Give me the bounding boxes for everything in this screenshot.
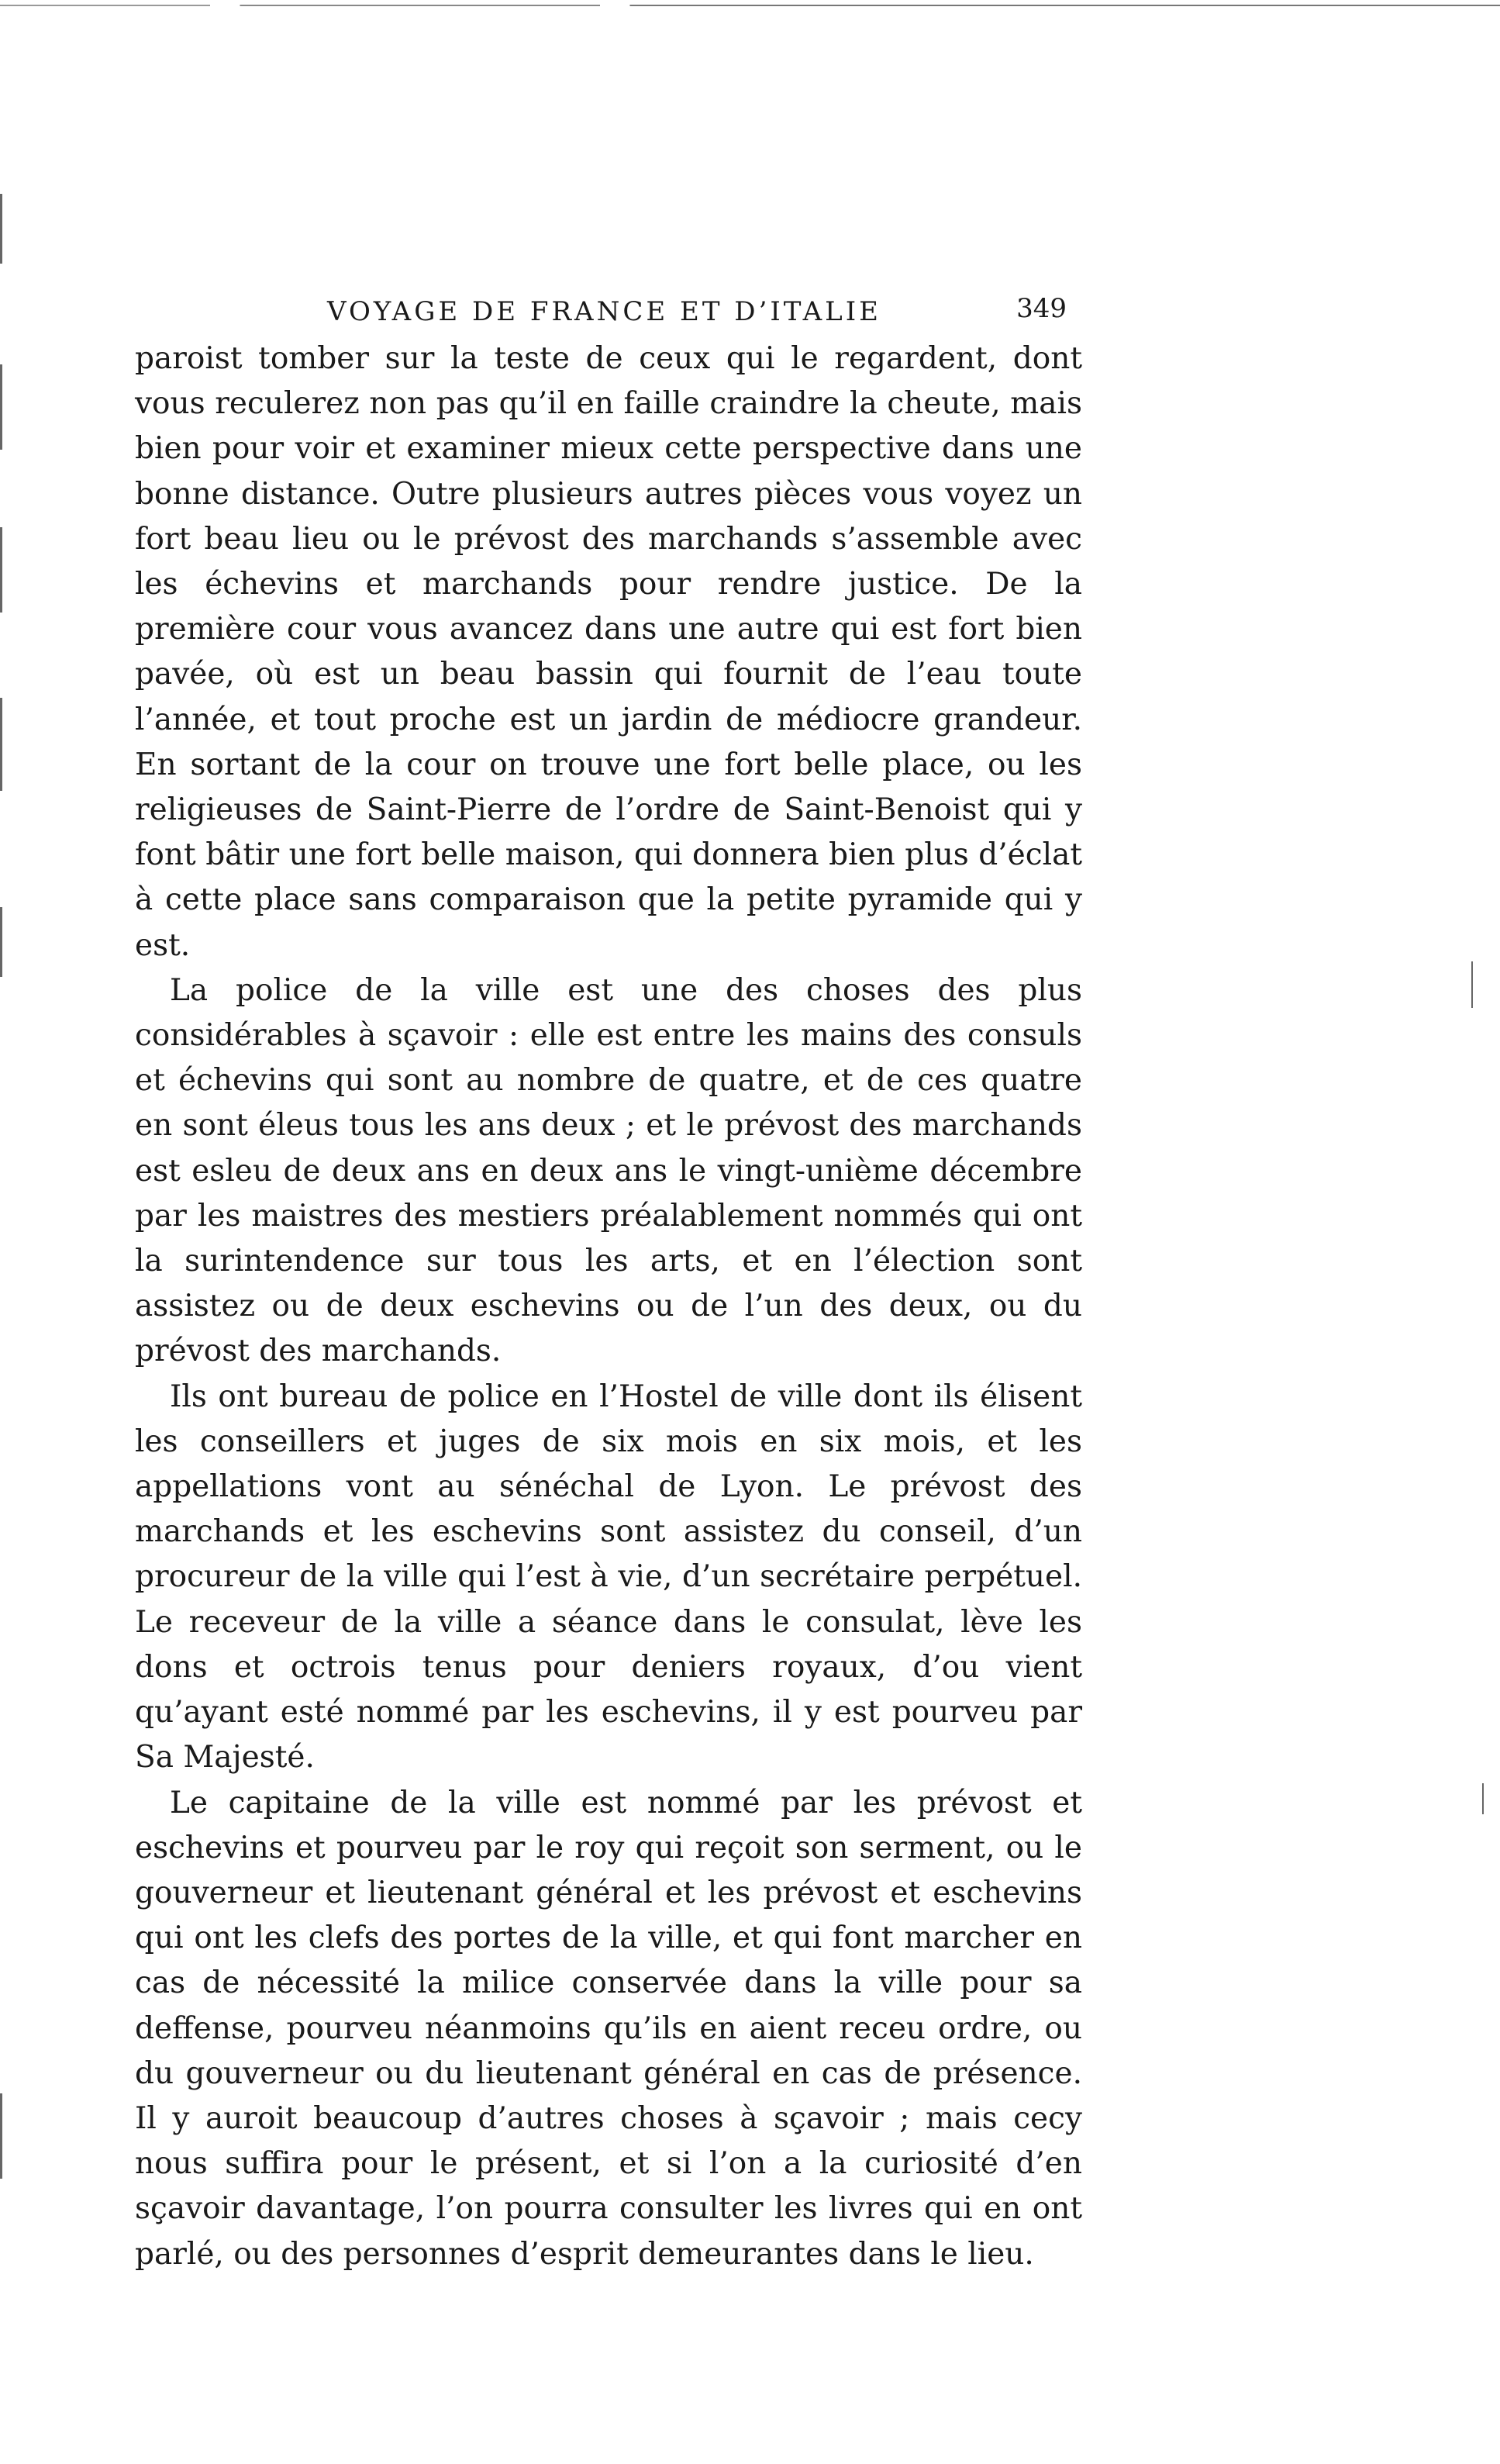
running-head [135, 290, 1082, 336]
running-title: VOYAGE DE FRANCE ET D’ITALIE [327, 296, 882, 327]
left-margin-mark [0, 698, 2, 791]
right-margin-mark [1482, 1783, 1484, 1814]
left-margin-mark [0, 194, 2, 264]
right-margin-mark [1471, 961, 1473, 1008]
scan-top-rule [0, 5, 1500, 6]
left-margin-mark [0, 527, 2, 613]
paragraph: Le capitaine de la ville est nommé par les prévost et eschevins et pourveu par le roy qui reçoit son serment, ou le gouverneur et lieutenant général et les prévost et eschevins qui ont les clefs des portes de la ville, et qui font marcher en cas de nécessité la milice conservée dans la ville pour sa deffense, pourveu néanmoins qu’ils en aient receu ordre, ou du gouverneur ou du lieutenant général en cas de présence. Il y auroit beaucoup d’autres choses à sçavoir ; mais cecy nous suffira pour le présent, et si l’on a la curiosité d’en sçavoir davantage, l’on pourra consulter les livres qui en ont parlé, ou des personnes d’esprit demeurantes dans le lieu. [135, 1785, 1082, 2272]
book-page [135, 290, 1082, 2277]
left-margin-mark [0, 2093, 2, 2179]
left-margin-mark [0, 907, 2, 977]
paragraph: paroist tomber sur la teste de ceux qui le regardent, dont vous reculerez non pas qu’il en faille craindre la cheute, mais bien pour voir et examiner mieux cette perspective dans une bonne distance. Outre plusieurs autres pièces vous voyez un fort beau lieu ou le prévost des marchands s’assemble avec les échevins et marchands pour rendre justice. De la première cour vous avancez dans une autre qui est fort bien pavée, où est un beau bassin qui fournit de l’eau toute l’année, et tout proche est un jardin de médiocre grandeur. En sortant de la cour on trouve une fort belle place, ou les religieuses de Saint-Pierre de l’ordre de Saint-Benoist qui y font bâtir une fort belle maison, qui donnera bien plus d’éclat à cette place sans comparaison que la petite pyramide qui y est. [135, 341, 1082, 963]
body-text [135, 336, 1082, 2277]
paragraph: La police de la ville est une des choses des plus considérables à sçavoir : elle est entre les mains des consuls et échevins qui sont au nombre de quatre, et de ces quatre en sont éleus tous les ans deux ; et le prévost des marchands est esleu de deux ans en deux ans le vingt-unième décembre par les maistres des mestiers préalablement nommés qui ont la surintendence sur tous les arts, et en l’élection sont assistez ou de deux eschevins ou de l’un des deux, ou du prévost des marchands. [135, 972, 1082, 1369]
paragraph: Ils ont bureau de police en l’Hostel de ville dont ils élisent les conseillers et juges de six mois en six mois, et les appellations vont au sénéchal de Lyon. Le prévost des marchands et les eschevins sont assistez du conseil, d’un procureur de la ville qui l’est à vie, d’un secrétaire perpétuel. Le receveur de la ville a séance dans le consulat, lève les dons et octrois tenus pour deniers royaux, d’ou vient qu’ayant esté nommé par les eschevins, il y est pourveu par Sa Majesté. [135, 1379, 1082, 1776]
left-margin-mark [0, 364, 2, 450]
page-number: 349 [1016, 293, 1067, 324]
